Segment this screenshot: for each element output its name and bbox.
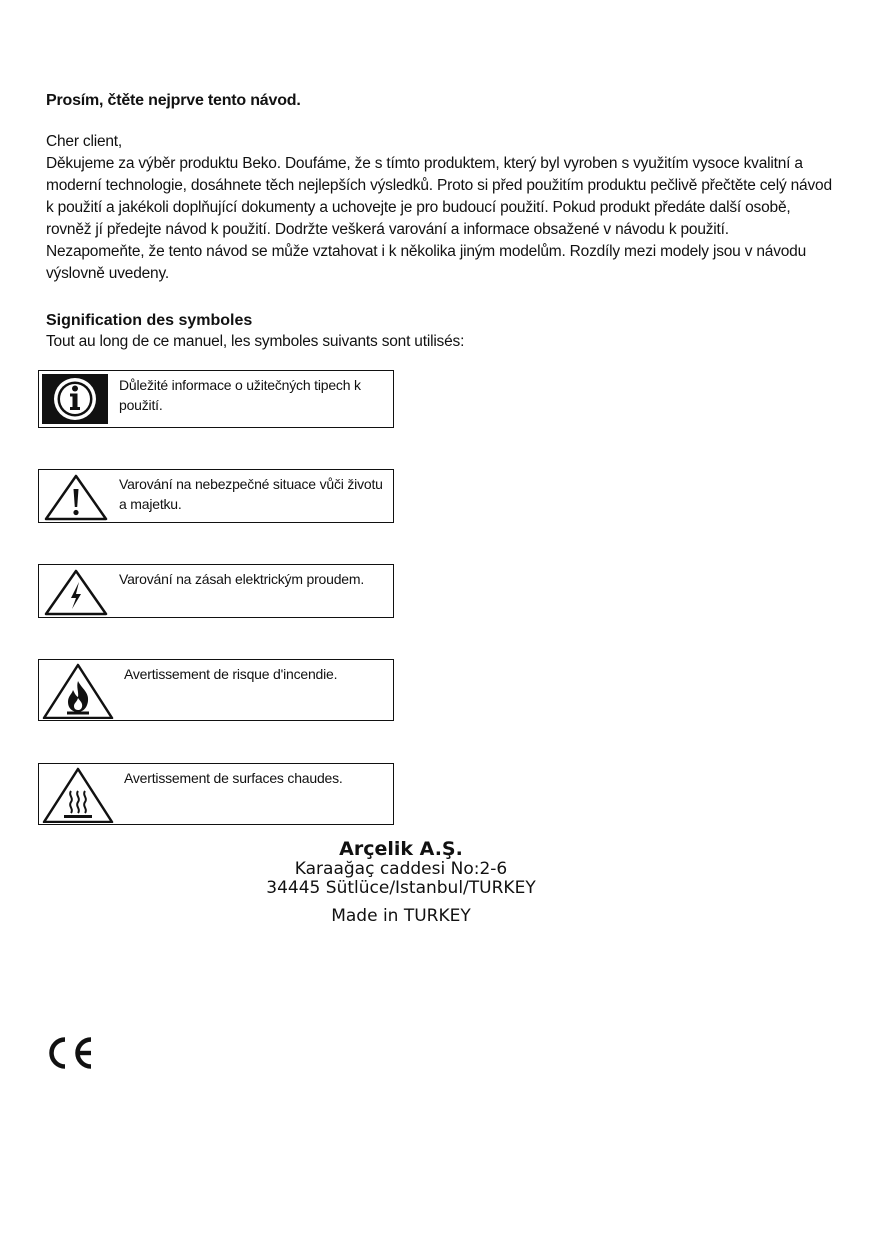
hot-surface-icon (42, 767, 114, 828)
symbol-text-hot-surface: Avertissement de surfaces chaudes. (124, 770, 343, 786)
symbol-box-fire (38, 659, 394, 721)
company-name: Arçelik A.Ş. (339, 838, 463, 860)
intro-paragraph-1: Děkujeme za výběr produktu Beko. Doufáme, že s tímto produktem, který byl vyroben s využitím vysoce kvalitní a moderní technologie, dosáhnete těch nejlepších výsledků. Proto si před použitím produktu pečlivě přečtěte celý návod k použití a jakékoli doplňující dokumenty a uchovejte je pro budoucí použití. Pokud produkt předáte další osobě, rovněž jí předejte návod k použití. Dodržte veškerá varování a informace obsažené v návodu k použití. (46, 155, 832, 238)
made-in-label: Made in TURKEY (331, 906, 471, 926)
symbols-section-description: Tout au long de ce manuel, les symboles suivants sont utilisés: (46, 333, 465, 350)
symbol-text-electric: Varování na zásah elektrickým proudem. (119, 571, 365, 587)
page-heading: Prosím, čtěte nejprve tento návod. (46, 92, 301, 109)
company-address (0, 860, 802, 898)
address-line-2: 34445 Sütlüce/Istanbul/TURKEY (266, 878, 536, 898)
symbol-text-fire: Avertissement de risque d'incendie. (124, 666, 338, 682)
electric-shock-icon (42, 568, 110, 621)
symbol-text-info: Důležité informace o užitečných tipech k použití. (119, 377, 361, 413)
symbol-box-warning (38, 469, 394, 523)
symbol-box-hot-surface (38, 763, 394, 825)
info-icon (42, 374, 108, 429)
fire-icon (42, 663, 114, 724)
intro-paragraph-2: Nezapomeňte, že tento návod se může vztahovat i k několika jiným modelům. Rozdíly mezi modely jsou v návodu výslovně uvedeny. (46, 243, 807, 282)
ce-mark-icon (44, 1036, 96, 1075)
symbol-box-info (38, 370, 394, 428)
intro-text (46, 131, 836, 285)
address-line-1: Karaağaç caddesi No:2-6 (294, 859, 508, 879)
symbol-text-warning: Varování na nebezpečné situace vůči životu a majetku. (119, 476, 383, 512)
symbols-section-title: Signification des symboles (46, 312, 253, 329)
warning-icon (42, 473, 110, 526)
greeting: Cher client, (46, 133, 122, 150)
symbol-box-electric (38, 564, 394, 618)
